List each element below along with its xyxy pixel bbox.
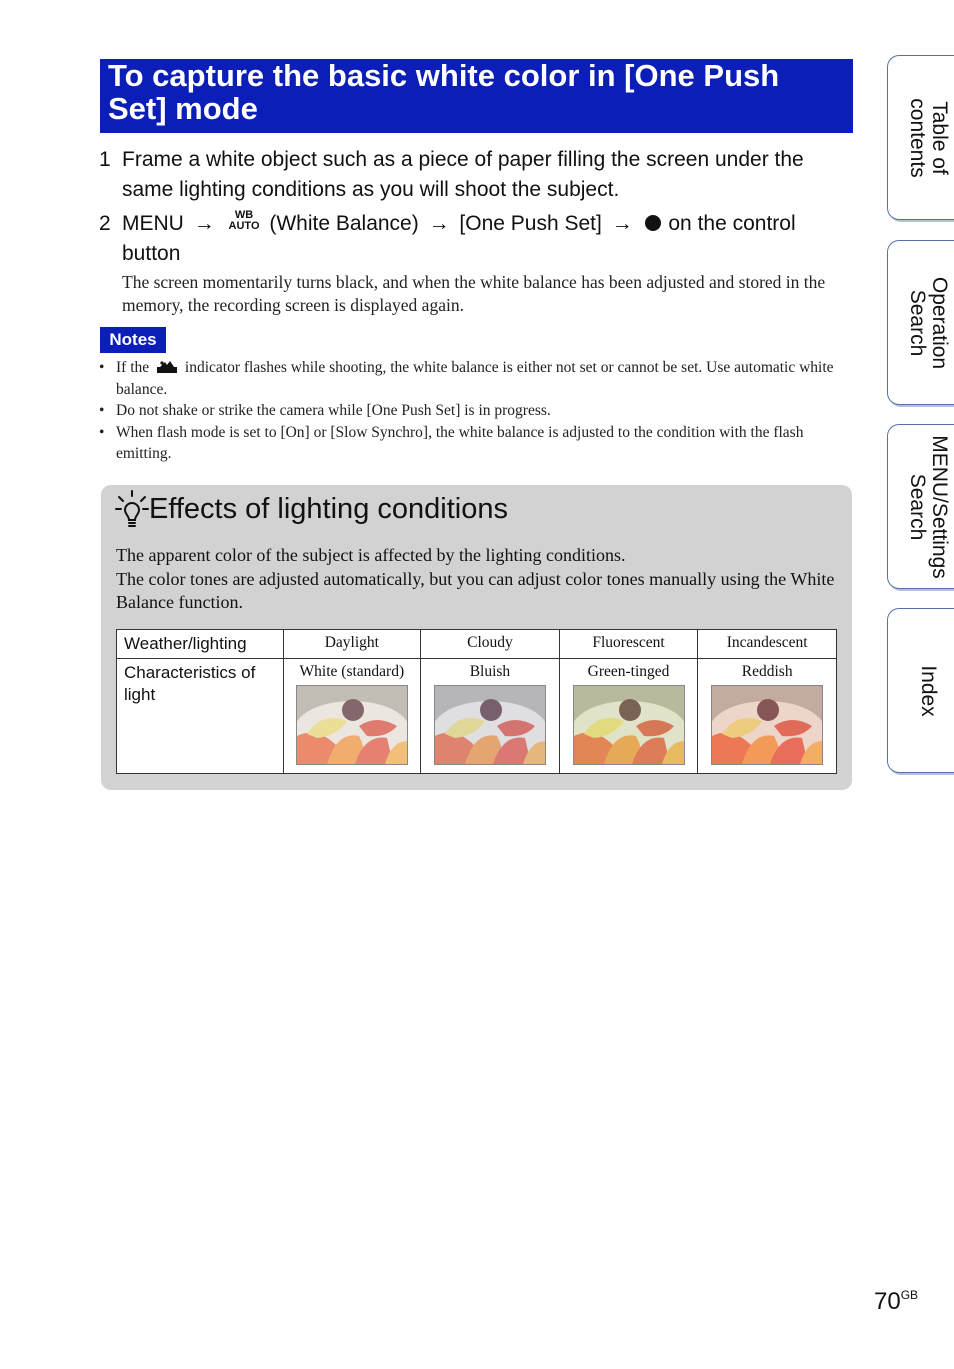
tab-operation-search[interactable] [887, 240, 954, 405]
fruit-photo-cloudy [434, 685, 546, 765]
tab-index[interactable] [887, 608, 954, 773]
page-number-value: 70 [874, 1288, 901, 1315]
control-button-text: on the control button [122, 212, 796, 265]
page-number [874, 1288, 918, 1316]
arrow-icon: → [193, 212, 215, 235]
table-row [117, 630, 837, 659]
row-header: Characteristics of light [117, 659, 284, 774]
fruit-photo-daylight [296, 685, 408, 765]
tip-text [116, 544, 836, 615]
photo-color-cast [435, 686, 545, 764]
characteristic-label: White (standard) [299, 663, 405, 680]
bullet: • [99, 359, 105, 376]
photo-color-cast [297, 686, 407, 764]
note-text: indicator flashes while shooting, the white balance is either not set or cannot be set. Use automatic white balance. [116, 359, 834, 398]
tab-label: MENU/Settings Search [905, 434, 951, 579]
lightbulb-hint-icon [114, 489, 150, 529]
step-number: 2 [99, 212, 111, 235]
step-text [122, 209, 852, 269]
note-item [99, 422, 854, 465]
one-push-set-label: [One Push Set] [459, 212, 602, 235]
note-text: Do not shake or strike the camera while [One Push Set] is in progress. [116, 402, 551, 419]
characteristic-label: Green-tinged [587, 663, 670, 680]
step-number: 1 [99, 148, 111, 171]
sample-cell [283, 659, 421, 774]
arrow-icon: → [611, 212, 633, 235]
note-text: If the [116, 359, 150, 376]
notes-badge: Notes [100, 327, 166, 353]
one-push-wb-indicator-icon [156, 360, 178, 374]
sample-cell [698, 659, 837, 774]
sample-cell [559, 659, 698, 774]
center-button-icon [645, 215, 661, 231]
menu-label: MENU [122, 212, 184, 235]
weather-cell: Incandescent [698, 630, 837, 659]
tab-menu-settings-search[interactable] [887, 424, 954, 589]
tab-table-of-contents[interactable] [887, 55, 954, 220]
white-balance-label: (White Balance) [269, 212, 419, 235]
step-2-detail: The screen momentarily turns black, and when the white balance has been adjusted and stored in the memory, the recording screen is displayed again. [122, 272, 826, 315]
characteristic-label: Bluish [469, 663, 511, 680]
table-row [117, 659, 837, 774]
note-item [99, 400, 854, 422]
bullet: • [99, 423, 105, 441]
wb-icon-top-text: WB [234, 209, 254, 222]
weather-cell: Daylight [283, 630, 421, 659]
white-balance-table [116, 629, 837, 774]
white-balance-auto-icon [229, 210, 260, 232]
tip-title: Effects of lighting conditions [149, 493, 508, 525]
photo-color-cast [574, 686, 684, 764]
step-text: Frame a white object such as a piece of paper filling the screen under the same lighting conditions as you will shoot the subject. [122, 148, 804, 201]
weather-cell: Cloudy [421, 630, 560, 659]
fruit-photo-incandescent [711, 685, 823, 765]
tab-label: Index [916, 664, 940, 717]
arrow-icon: → [428, 212, 450, 235]
notes-list [99, 357, 854, 465]
section-title-bar [100, 59, 853, 133]
tab-label: Table of contents [905, 97, 951, 178]
characteristic-label: Reddish [741, 663, 793, 680]
fruit-photo-fluorescent [573, 685, 685, 765]
tip-line: The color tones are adjusted automatically, but you can adjust color tones manually using the White Balance function. [116, 568, 835, 612]
note-item [99, 357, 854, 400]
page-suffix: GB [900, 1288, 919, 1302]
note-text: When flash mode is set to [On] or [Slow Synchro], the white balance is adjusted to the condition with the flash emitting. [116, 423, 804, 462]
weather-cell: Fluorescent [559, 630, 698, 659]
section-title: To capture the basic white color in [One Push Set] mode [108, 58, 780, 126]
bullet: • [99, 402, 105, 419]
sample-cell [421, 659, 560, 774]
row-header: Weather/lighting [117, 630, 284, 659]
photo-color-cast [712, 686, 822, 764]
tab-label: Operation Search [905, 276, 951, 369]
wb-icon-bottom-text: AUTO [228, 220, 260, 233]
tip-line: The apparent color of the subject is affected by the lighting conditions. [116, 545, 626, 565]
